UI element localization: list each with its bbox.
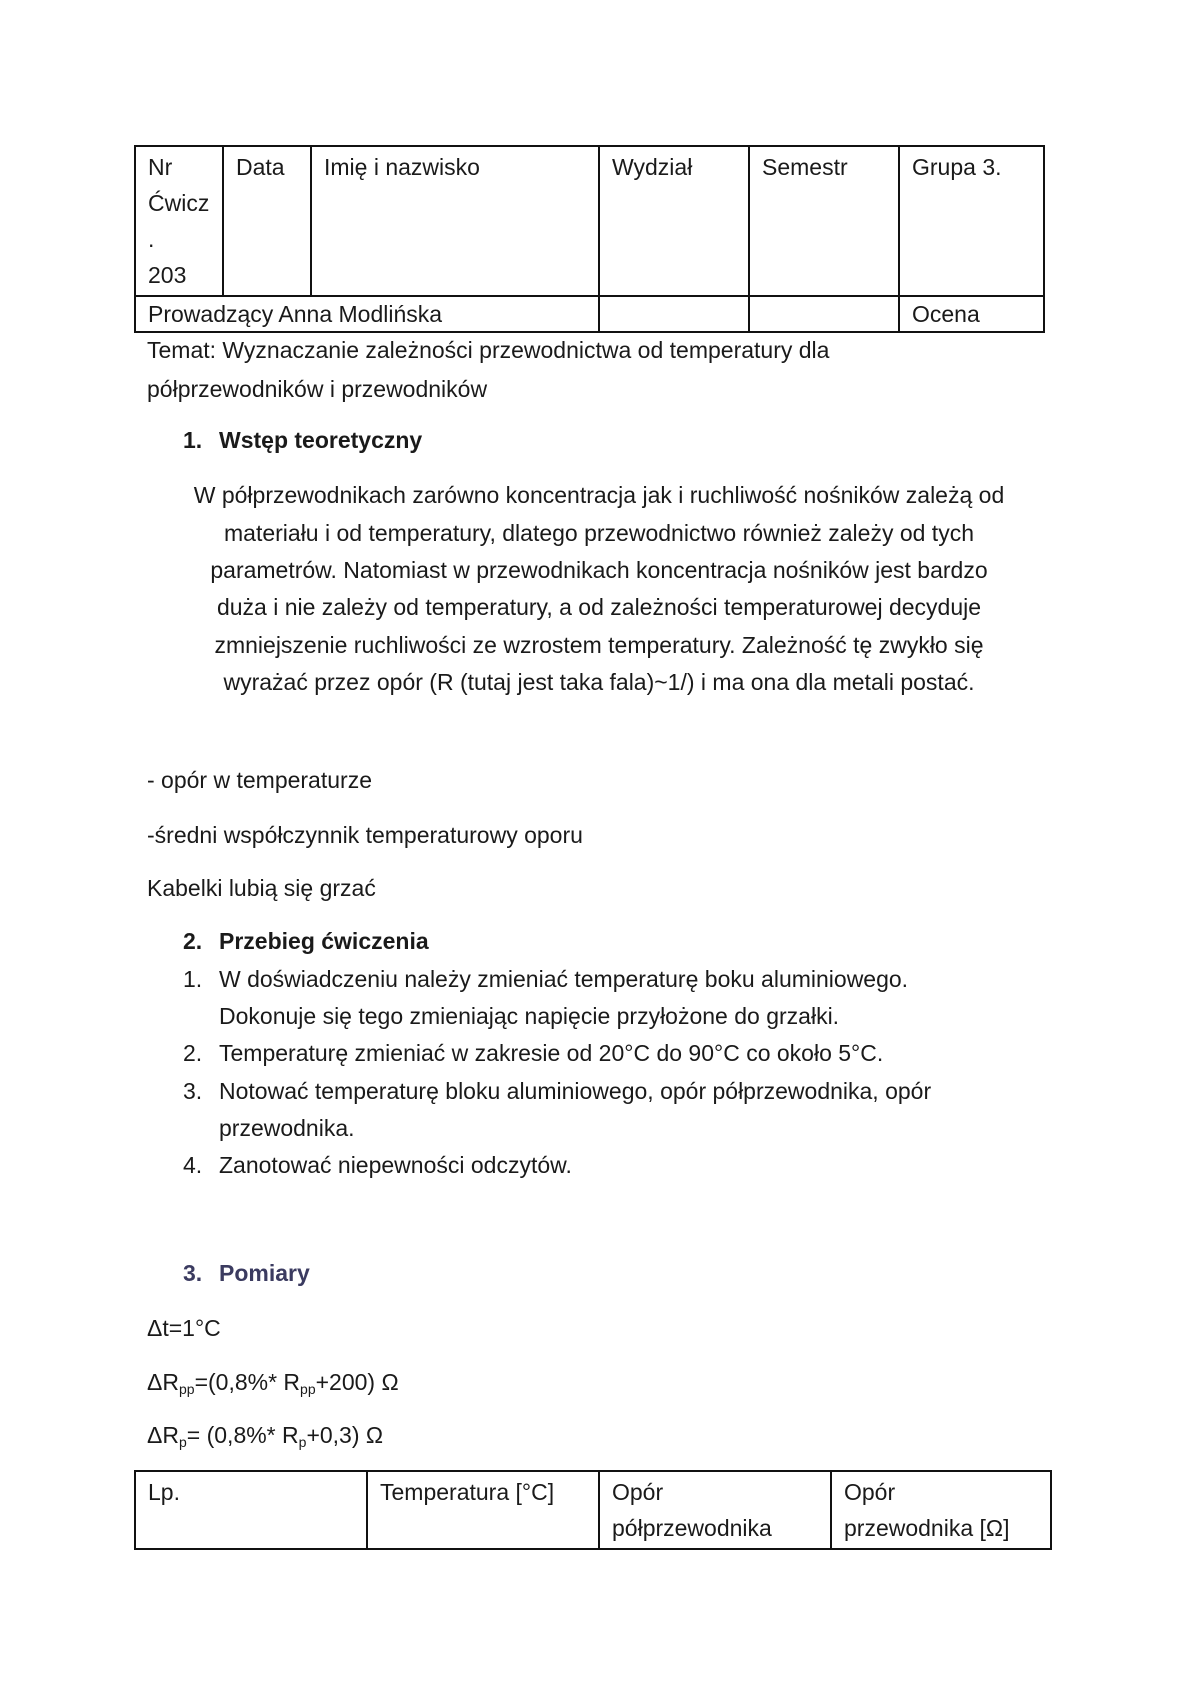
- name-cell: [311, 146, 599, 296]
- topic-line-1: Temat: Wyznaczanie zależności przewodnictwa od temperatury dla: [147, 337, 830, 363]
- section-2-title: Przebieg ćwiczenia: [219, 928, 429, 954]
- delta-rpp-prefix: ΔR: [147, 1369, 179, 1395]
- measurement-table: [134, 1470, 1052, 1550]
- empty-cell-2: [749, 296, 899, 332]
- delta-rpp-line: [147, 1365, 399, 1406]
- conductor-header-line-2: przewodnika [Ω]: [844, 1515, 1010, 1541]
- paragraph-line-6: wyrażać przez opór (R (tutaj jest taka fala)~1/) i ma ona dla metali postać.: [223, 669, 975, 695]
- section-3-title: Pomiary: [219, 1260, 310, 1286]
- delta-rp-middle: = (0,8%* R: [186, 1422, 299, 1448]
- lp-header-label: Lp.: [148, 1479, 180, 1505]
- data-cell: [223, 146, 311, 296]
- semestr-cell: [749, 146, 899, 296]
- temperature-header-label: Temperatura [°C]: [380, 1479, 555, 1505]
- section-2-heading: [183, 924, 429, 958]
- delta-rp-subscript-2: p: [298, 1434, 307, 1450]
- delta-rp-prefix: ΔR: [147, 1422, 179, 1448]
- list-item-number: 2.: [183, 1040, 203, 1066]
- section-1-title: Wstęp teoretyczny: [219, 427, 423, 453]
- paragraph-line-5: zmniejszenie ruchliwości ze wzrostem temperatury. Zależność tę zwykło się: [214, 632, 984, 658]
- conductor-header-line-1: Opór: [844, 1479, 896, 1505]
- section-1-heading: [183, 423, 422, 457]
- nr-label: Nr: [148, 154, 173, 180]
- data-label: Data: [236, 154, 285, 180]
- lp-header: [135, 1471, 367, 1549]
- delta-rp-line: [147, 1418, 383, 1459]
- grupa-cell: [899, 146, 1044, 296]
- list-item-text: Notować temperaturę bloku aluminiowego, opór półprzewodnika, opór: [219, 1078, 932, 1104]
- list-item: [183, 1148, 572, 1182]
- delta-rpp-subscript: pp: [178, 1381, 195, 1397]
- wydzial-label: Wydział: [612, 154, 693, 180]
- list-item-number: 4.: [183, 1152, 203, 1178]
- resistance-at-temperature-line: - opór w temperaturze: [147, 767, 372, 793]
- list-item: [183, 962, 908, 996]
- prowadzacy-label: Prowadzący Anna Modlińska: [148, 301, 443, 327]
- paragraph-line-2: materiału i od temperatury, dlatego przewodnictwo również zależy od tych: [224, 520, 974, 546]
- section-1-number: 1.: [183, 427, 203, 453]
- delta-rpp-suffix: +200) Ω: [315, 1369, 399, 1395]
- cwicz-dot: .: [148, 226, 155, 252]
- kabelki-line: Kabelki lubią się grzać: [147, 875, 376, 901]
- semiconductor-header-line-1: Opór: [612, 1479, 664, 1505]
- grupa-label: Grupa 3.: [912, 154, 1002, 180]
- delta-t-line: Δt=1°C: [147, 1315, 221, 1341]
- temperature-header: [367, 1471, 599, 1549]
- topic-line-2: półprzewodników i przewodników: [147, 376, 488, 402]
- cwicz-label: Ćwicz: [148, 190, 210, 216]
- list-item: [183, 1074, 931, 1108]
- list-item-continuation: Dokonuje się tego zmieniając napięcie przyłożone do grzałki.: [219, 1003, 840, 1029]
- section-2-number: 2.: [183, 928, 203, 954]
- temperature-coefficient-line: -średni współczynnik temperaturowy oporu: [147, 822, 583, 848]
- conductor-resistance-header: [831, 1471, 1051, 1549]
- paragraph-line-3: parametrów. Natomiast w przewodnikach koncentracja nośników jest bardzo: [210, 557, 988, 583]
- delta-rp-subscript: p: [178, 1434, 187, 1450]
- empty-cell-1: [599, 296, 749, 332]
- nr-cell: [135, 146, 223, 296]
- wydzial-cell: [599, 146, 749, 296]
- semiconductor-resistance-header: [599, 1471, 831, 1549]
- list-item-text: W doświadczeniu należy zmieniać temperaturę boku aluminiowego.: [219, 966, 909, 992]
- delta-rpp-middle: =(0,8%* R: [194, 1369, 301, 1395]
- list-item-text: Temperaturę zmieniać w zakresie od 20°C do 90°C co około 5°C.: [219, 1040, 884, 1066]
- semestr-label: Semestr: [762, 154, 848, 180]
- paragraph-line-4: duża i nie zależy od temperatury, a od zależności temperaturowej decyduje: [216, 594, 982, 620]
- section-3-number: 3.: [183, 1260, 203, 1286]
- nr-value: 203: [148, 262, 187, 288]
- list-item-number: 3.: [183, 1078, 203, 1104]
- header-table: [134, 145, 1045, 333]
- list-item: [183, 1036, 883, 1070]
- section-3-heading: [183, 1256, 310, 1290]
- ocena-cell: [899, 296, 1044, 332]
- name-label: Imię i nazwisko: [324, 154, 480, 180]
- list-item-continuation: przewodnika.: [219, 1115, 355, 1141]
- list-item-number: 1.: [183, 966, 203, 992]
- semiconductor-header-line-2: półprzewodnika: [612, 1515, 772, 1541]
- delta-rpp-subscript-2: pp: [300, 1381, 316, 1397]
- list-item-text: Zanotować niepewności odczytów.: [219, 1152, 572, 1178]
- delta-rp-suffix: +0,3) Ω: [306, 1422, 384, 1448]
- prowadzacy-cell: [135, 296, 599, 332]
- ocena-label: Ocena: [912, 301, 980, 327]
- paragraph-line-1: W półprzewodnikach zarówno koncentracja jak i ruchliwość nośników zależą od: [193, 482, 1005, 508]
